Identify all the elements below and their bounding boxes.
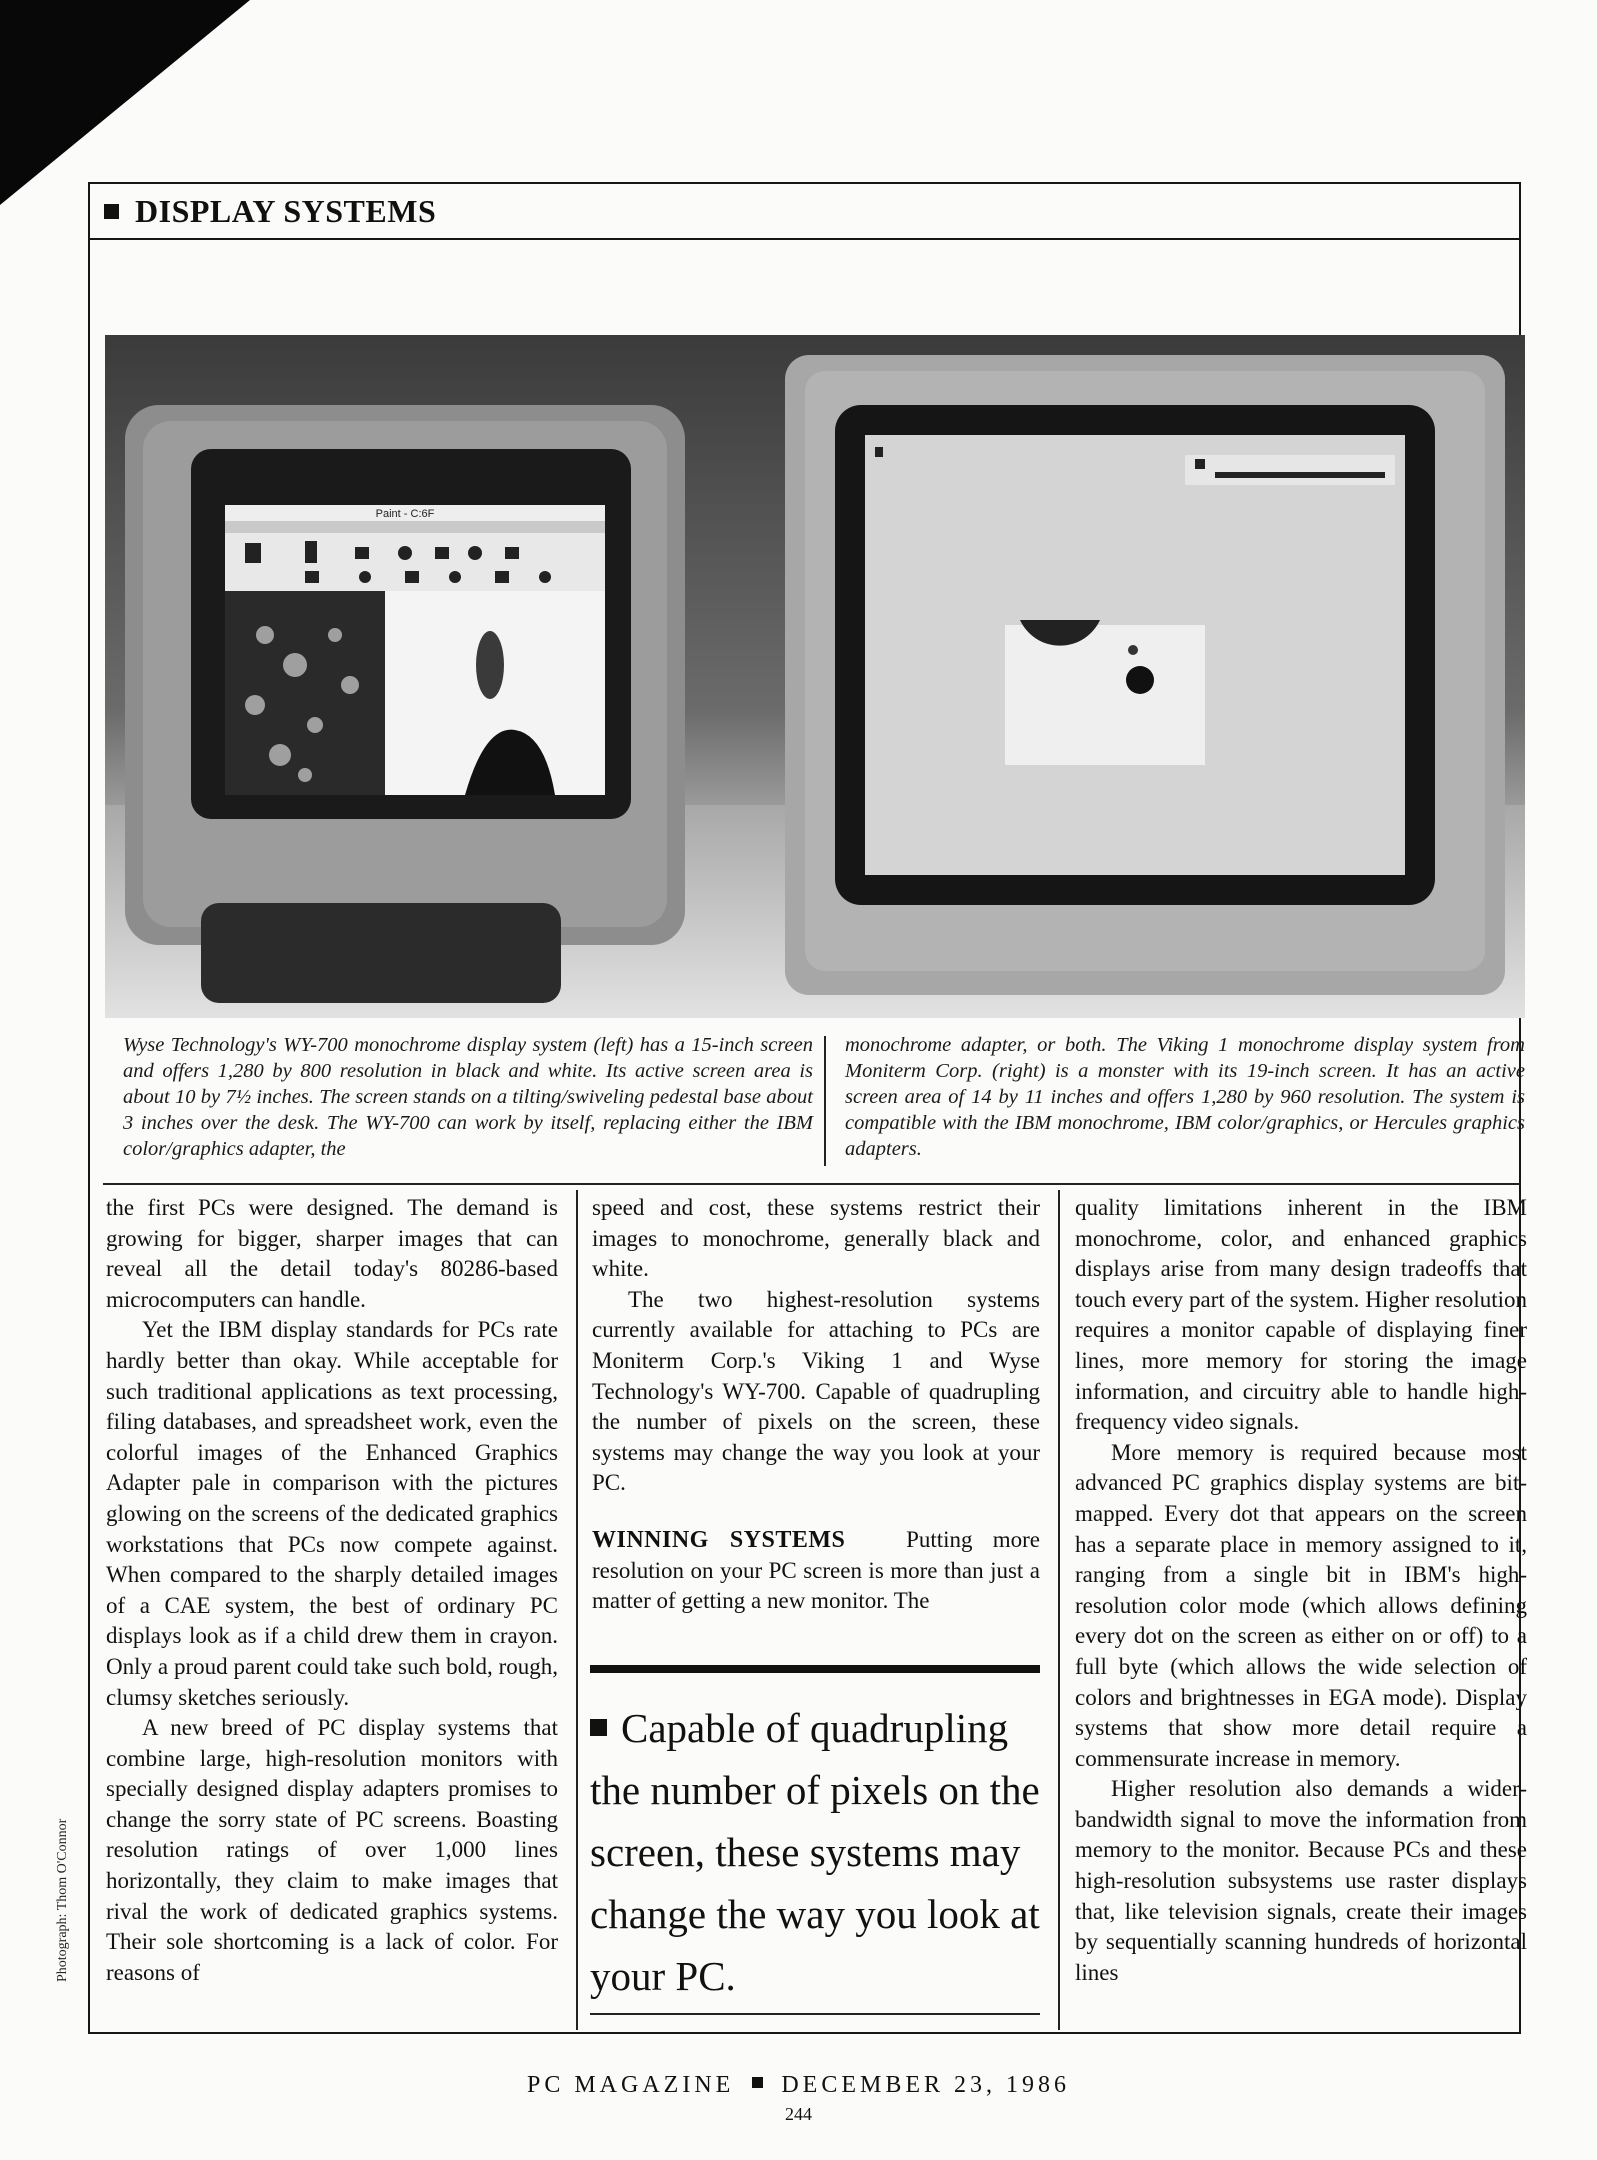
pull-quote	[590, 1697, 1042, 2007]
paragraph: quality limitations inherent in the IBM monochrome, color, and enhanced graphics displays arise from many design tradeoffs that touch every part of the system. Higher resolution requires a monitor capable of displaying finer lines, more memory for storing the image information, and circuitry able to handle high-frequency video signals.	[1075, 1195, 1527, 1435]
pull-quote-bottom-rule	[590, 2013, 1040, 2015]
article-column-2	[592, 1193, 1040, 1617]
column-divider-2	[1058, 1190, 1060, 2030]
photo-credit: Photograph: Thom O'Connor	[55, 1818, 70, 1982]
page-footer	[0, 2072, 1597, 2099]
viking1-monitor	[785, 355, 1505, 995]
paragraph: A new breed of PC display systems that combine large, high-resolution monitors with specially designed display adapters promises to change the sorry state of PC screens. Boasting resolution ratings of over 1,000 lines horizontally, they claim to make images that rival the work of dedicated graphics systems. Their sole shortcoming is a lack of color. For reasons of	[106, 1715, 558, 1985]
column-divider-1	[576, 1190, 578, 2030]
bullet-square-icon	[104, 204, 119, 219]
monitors-photo	[105, 335, 1525, 1018]
paragraph: The two highest-resolution systems currently available for attaching to PCs are Moniterm Corp.'s Viking 1 and Wyse Technology's WY-700. Capable of quadrupling the number of pixels on the screen, these systems may change the way you look at your PC.	[592, 1286, 1040, 1496]
caption-divider	[824, 1036, 826, 1166]
magazine-name: PC MAGAZINE	[526, 2072, 735, 2098]
photo-caption-left: Wyse Technology's WY-700 monochrome display system (left) has a 15-inch screen and offers 1,280 by 800 resolution in black and white. Its active screen area is about 10 by 7½ inches. The screen stands on a tilting/swiveling pedestal base about 3 inches over the desk. The WY-700 can work by itself, replacing either the IBM color/graphics adapter, the	[123, 1034, 813, 1160]
subhead-text: Putting more resolution on your PC screen is more than just a matter of getting a new monitor. The	[592, 1526, 1041, 1614]
pull-quote-top-rule	[590, 1665, 1040, 1673]
issue-date: DECEMBER 23, 1986	[781, 2072, 1071, 2098]
bullet-square-icon	[752, 2077, 763, 2088]
wy700-monitor	[125, 405, 685, 1003]
bullet-square-icon	[590, 1719, 607, 1736]
photo-caption-right: monochrome adapter, or both. The Viking 1 monochrome display system from Moniterm Corp. (right) is a monster with its 19-inch screen. It has an active screen area of 14 by 11 inches and offers 1,280 by 960 resolution. The system is compatible with the IBM monochrome, IBM color/graphics, or Hercules graphics adapters.	[845, 1034, 1525, 1160]
paragraph: Higher resolution also demands a wider-bandwidth signal to move the information from memory to the monitor. Because PCs and these high-resolution subsystems use raster displays that, like television signals, create their images by sequentially scanning hundreds of horizontal lines	[1075, 1776, 1527, 1985]
page-number: 244	[785, 2104, 812, 2124]
section-header	[90, 184, 1519, 240]
caption-rule	[103, 1183, 1521, 1185]
paragraph: speed and cost, these systems restrict their images to monochrome, generally black and white.	[592, 1195, 1040, 1282]
subhead: WINNING SYSTEMS	[592, 1526, 846, 1553]
article-column-3	[1075, 1193, 1527, 1988]
paragraph: Yet the IBM display standards for PCs rate hardly better than okay. While acceptable for such traditional applications as text processing, filing databases, and spreadsheet work, even the colorful images of the Enhanced Graphics Adapter pale in comparison with the pictures glowing on the screens of the dedicated graphics workstations that PCs now compete against. When compared to the sharply detailed images of a CAE system, the best of ordinary PC displays look as if a child drew them in crayon. Only a proud parent could take such bold, rough, clumsy sketches seriously.	[106, 1317, 558, 1710]
section-title: DISPLAY SYSTEMS	[135, 192, 437, 229]
paragraph: the first PCs were designed. The demand is growing for bigger, sharper images that can reveal all the detail today's 80286-based microcomputers can handle.	[106, 1195, 558, 1312]
paragraph: More memory is required because most advanced PC graphics display systems are bit-mapped. Every dot that appears on the screen has a separate place in memory assigned to it, ranging from a single bit in IBM's high-resolution color mode (which allows defining every dot on the screen as either on or off) to a full byte (which allows the wide selection of colors and brightnesses in EGA mode). Display systems that show more detail require a commensurate increase in memory.	[1075, 1439, 1527, 1771]
pull-quote-text: Capable of quadrupling the number of pixels on the screen, these systems may change the way you look at your PC.	[590, 1705, 1040, 1999]
article-column-1	[106, 1193, 558, 1988]
corner-decoration	[0, 0, 250, 205]
subhead-paragraph	[592, 1525, 1040, 1617]
left-screen-title: Paint - C:6F	[375, 508, 435, 520]
